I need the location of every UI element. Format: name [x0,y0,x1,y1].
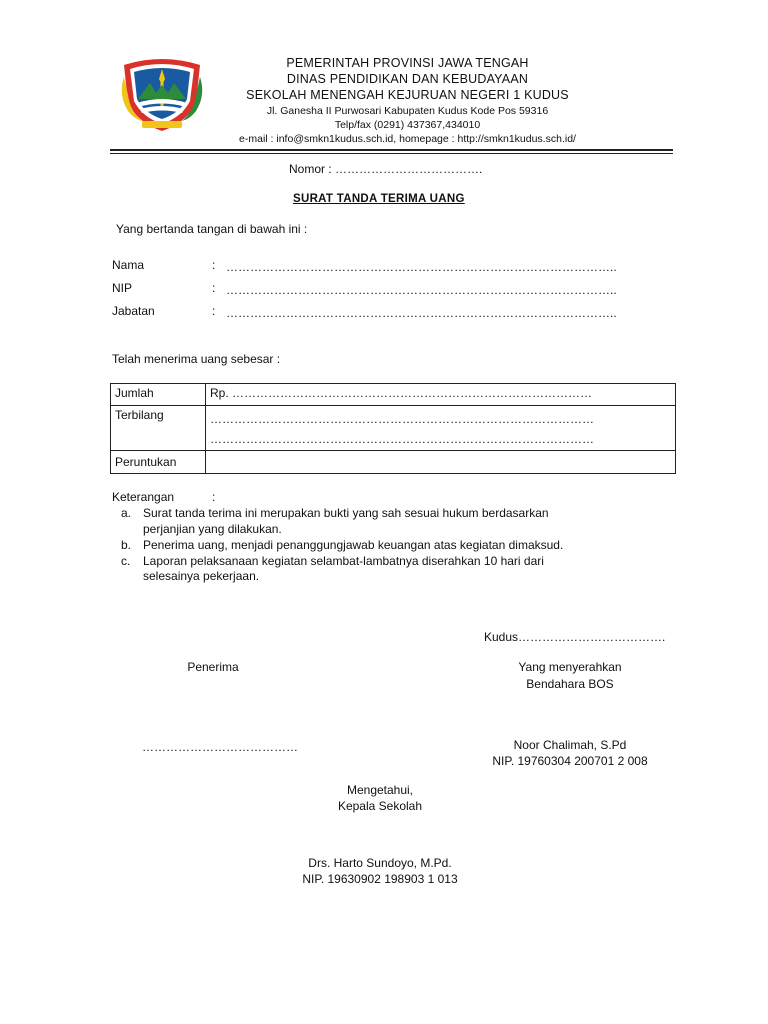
jumlah-value[interactable]: Rp. ……………………………………………………………………………… [206,384,676,406]
received-text: Telah menerima uang sebesar : [112,352,281,366]
field-colon: : [212,281,216,295]
letterhead-divider-thick [110,149,673,151]
list-item [121,554,544,568]
list-item [121,538,563,552]
field-colon: : [212,258,216,272]
letterhead-address: Jl. Ganesha II Purwosari Kabupaten Kudus Kode Pos 59316 [266,105,549,117]
letterhead-line-department: DINAS PENDIDIKAN DAN KEBUDAYAAN [286,72,529,86]
giver-name: Noor Chalimah, S.Pd [513,738,627,752]
jumlah-label: Jumlah [111,384,206,406]
table-row [111,451,676,474]
jawa-tengah-emblem-logo [116,55,208,133]
list-marker: c. [121,554,131,568]
field-colon: : [212,304,216,318]
keterangan-label: Keterangan [112,490,175,504]
amount-table [110,383,676,474]
terbilang-line-1: …………………………………………………………………………………… [210,412,594,426]
giver-title: Yang menyerahkan [518,660,622,674]
letterhead-divider-thin [110,153,673,154]
letterhead-email: e-mail : info@smkn1kudus.sch.id, homepage : http://smkn1kudus.sch.id/ [239,133,576,145]
giver-role: Bendahara BOS [526,677,614,691]
field-value-nip[interactable]: …………………………………………………………………………………….. [226,283,617,297]
list-marker: b. [121,538,132,552]
approve-name: Drs. Harto Sundoyo, M.Pd. [308,856,452,870]
intro-text: Yang bertanda tangan di bawah ini : [116,222,308,236]
field-label-jabatan: Jabatan [112,304,155,318]
document-title: SURAT TANDA TERIMA UANG [293,193,465,205]
signing-place-date[interactable]: Kudus………………………………. [484,630,666,644]
field-value-jabatan[interactable]: …………………………………………………………………………………….. [226,306,617,320]
approve-role: Kepala Sekolah [337,799,423,813]
list-marker: a. [121,506,132,520]
letter-number: Nomor : ………………………………. [289,162,483,176]
letterhead-phone: Telp/fax (0291) 437367,434010 [334,119,481,131]
letterhead-line-government: PEMERINTAH PROVINSI JAWA TENGAH [286,56,529,70]
list-text: Surat tanda terima ini merupakan bukti yang sah sesuai hukum berdasarkan [143,506,549,520]
keterangan-colon: : [212,490,216,504]
field-label-nama: Nama [112,258,145,272]
approve-nip: NIP. 19630902 198903 1 013 [302,872,458,886]
receiver-name[interactable]: ………………………………… [142,740,298,754]
field-label-nip: NIP [112,281,133,295]
list-text: Penerima uang, menjadi penanggungjawab keuangan atas kegiatan dimaksud. [143,538,564,552]
terbilang-label: Terbilang [111,406,206,451]
field-value-nama[interactable]: …………………………………………………………………………………….. [226,260,617,274]
table-row [111,406,676,451]
peruntukan-label: Peruntukan [111,451,206,474]
table-row [111,384,676,406]
list-item-continuation: selesainya pekerjaan. [143,569,260,583]
list-text: Laporan pelaksanaan kegiatan selambat-lambatnya diserahkan 10 hari dari [143,554,544,568]
giver-nip: NIP. 19760304 200701 2 008 [492,754,648,768]
terbilang-value[interactable] [206,406,676,451]
receiver-title: Penerima [187,660,239,674]
letterhead-line-school: SEKOLAH MENENGAH KEJURUAN NEGERI 1 KUDUS [246,88,569,102]
terbilang-line-2: …………………………………………………………………………………… [210,432,594,446]
list-item-continuation: perjanjian yang dilakukan. [143,522,282,536]
peruntukan-value[interactable] [206,451,676,474]
approve-title: Mengetahui, [346,783,414,797]
list-item [121,506,549,520]
